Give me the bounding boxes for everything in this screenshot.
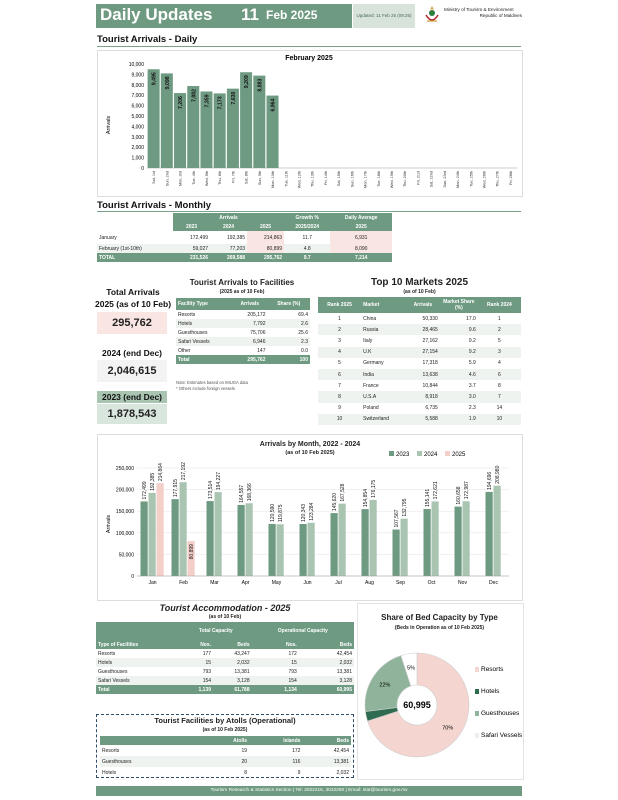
y-tick-label: 5,000 (131, 114, 144, 120)
table-row (318, 369, 521, 380)
market-cell-rank24: 4 (498, 360, 501, 367)
atolls-table: Atolls Islands Beds Resorts 19 172 42,454 Guesthouses 20 116 13,381 Hotels 8 9 2,032 (100, 736, 351, 778)
x-tick-label: Wed, 12th (297, 171, 302, 189)
market-cell-market: Italy (363, 337, 373, 344)
month-bar (149, 493, 156, 576)
pie-center-value: 60,995 (403, 700, 431, 710)
x-tick-label: Thu, 20th (403, 171, 408, 188)
daily-section-title: Tourist Arrivals - Daily (97, 34, 198, 45)
facilities-note-2: * Others include foreign vessels (176, 386, 235, 391)
daily-bar-label: 9,495 (151, 72, 158, 86)
market-cell-rank24: 1 (498, 315, 501, 322)
header-day: 11 (241, 5, 259, 24)
month-bar-label: 154,854 (363, 489, 369, 508)
x-tick-label: Jun (303, 580, 312, 586)
atolls-subtitle: (as of 10 Feb 2025) (202, 727, 248, 733)
x-tick-label: Sat, 1st (152, 171, 157, 184)
total-2025-value: 295,762 (97, 312, 167, 334)
table-row (318, 403, 521, 414)
market-cell-share: 9.6 (468, 326, 476, 333)
y-tick-label: 250,000 (115, 466, 134, 472)
x-tick-label: Oct (427, 580, 436, 586)
month-bar (494, 486, 501, 576)
market-cell-market: U.K (363, 349, 372, 356)
table-row: Resorts 205,172 69.4 (178, 311, 308, 318)
market-cell-market: China (363, 315, 377, 322)
daily-bar-label: 7,882 (191, 89, 198, 103)
market-cell-share: 1.9 (468, 416, 476, 423)
table-total-row: Total 295,762 100 (178, 356, 308, 363)
x-tick-label: Tue, 25th (469, 171, 474, 187)
facilities-table: Facility Type Arrivals Share (%) Resorts 205,172 69.4 Hotels 7,792 2.6 Guesthouses 75,706 25.6 Safari Vessels 6,946 2.3 Other 147 0.0 Total 295,762 100 (176, 298, 310, 364)
month-bar-label: 208,980 (495, 465, 501, 484)
table-row: Resorts 19 172 42,454 (102, 747, 349, 754)
month-bar-label: 155,141 (425, 488, 431, 507)
table-row (318, 358, 521, 369)
market-cell-arrivals: 5,588 (425, 416, 438, 423)
month-bar-label: 177,915 (173, 479, 179, 498)
table-row: Guesthouses 793 13,381 793 13,381 (98, 668, 352, 675)
table-row: Hotels 15 2,032 15 2,032 (98, 659, 352, 666)
x-tick-label: Fri, 14th (323, 171, 328, 185)
table-row (318, 380, 521, 391)
market-cell-rank24: 5 (498, 337, 501, 344)
legend-label: 2023 (396, 452, 410, 458)
market-cell-rank24: 6 (498, 371, 501, 378)
x-tick-label: Wed, 5th (204, 171, 209, 187)
x-tick-label: Sep (396, 580, 405, 586)
monthly-section-title: Tourist Arrivals - Monthly (97, 200, 212, 211)
x-tick-label: Tue, 18th (376, 171, 381, 187)
total-2023-label: 2023 (end Dec) (97, 391, 167, 403)
table-row (318, 347, 521, 358)
market-cell-market: France (363, 382, 379, 389)
daily-arrivals-chart (97, 50, 521, 195)
month-bar (308, 523, 315, 576)
x-tick-label: Mon, 17th (363, 171, 368, 188)
x-tick-label: Aug (365, 580, 374, 586)
x-tick-label: Jul (335, 580, 342, 586)
x-tick-label: Mar (210, 580, 219, 586)
x-tick-label: Mon, 3rd (178, 171, 183, 186)
pie-legend-label: Safari Vessels (481, 732, 522, 739)
market-cell-market: U.S.A (363, 393, 377, 400)
emblem-icon (423, 5, 441, 27)
bedshare-subtitle: (Beds in Operation as of 10 Feb 2025) (394, 625, 485, 631)
page-title: Daily Updates (100, 5, 213, 24)
month-bar (331, 513, 338, 576)
month-bar-label: 160,658 (456, 486, 462, 505)
table-row: Other 147 0.0 (178, 347, 308, 354)
month-bar (401, 519, 408, 576)
updated-stamp: Updated: 11 Feb 25 (09:25) (353, 4, 415, 28)
col-daily: Daily Average (344, 214, 378, 221)
month-bar (207, 501, 214, 576)
y-tick-label: 150,000 (115, 509, 134, 516)
table-row: Resorts 177 43,247 172 42,454 (98, 650, 352, 657)
x-tick-label: Mon, 24th (456, 171, 461, 188)
table-row: Safari Vessels 6,946 2.3 (178, 338, 308, 345)
daily-bar-label: 9,209 (244, 75, 251, 89)
market-cell-rank24: 10 (496, 416, 503, 423)
market-cell-market: Poland (363, 405, 379, 412)
x-tick-label: Wed, 26th (482, 171, 487, 189)
y-tick-label: 50,000 (118, 552, 134, 559)
x-tick-label: Sun, 9th (257, 171, 262, 186)
month-bar-label: 173,514 (208, 480, 214, 500)
month-bar-label: 214,864 (158, 463, 164, 482)
market-cell-rank: 5 (338, 360, 341, 367)
market-cell-rank: 3 (338, 337, 341, 344)
month-bar (393, 530, 400, 576)
market-cell-rank: 6 (338, 371, 341, 378)
y-tick-label: 6,000 (131, 103, 144, 110)
x-tick-label: Fri, 21st (416, 171, 421, 185)
month-bar-label: 80,899 (189, 544, 195, 560)
header-month-year: Feb 2025 (266, 8, 318, 22)
month-bar-label: 145,620 (332, 493, 338, 512)
pie-pct-label: 22% (379, 682, 391, 689)
y-tick-label: 7,000 (131, 93, 144, 100)
markets-table: Rank 2025 Market Arrivals Market Share (%) Rank 2024 1 China 50,330 17.0 1 2 Russia 28,465 9.6 2 3 Italy 27,162 9.2 5 4 U.K 27,154 9.2 3 5 Germany 17,318 5.9 4 6 India 13,638 4.6 6 7 France 10,844 3.7 8 8 U.S.A 8,918 3.0 7 9 Poland 6,735 2.3 14 10 Switzerland 5,588 1.9 10 (318, 297, 521, 425)
accommodation-table: Total Capacity Operational Capacity Type of Facilities Nos. Beds Nos. Beds Resorts 177 43,247 172 42,454 Hotels 15 2,032 15 2,032 Guesthouses 793 13,381 793 13,381 Safari Vessels 154 3,128 154 3,128 Total 1,139 61,788 1,134 60,995 (96, 622, 354, 694)
table-row: January 172,499 192,385 214,863 11.7 6,931 (97, 231, 392, 244)
month-bar (269, 524, 276, 576)
bymonth-title: Arrivals by Month, 2022 - 2024 (259, 441, 361, 448)
market-cell-share: 17.0 (466, 315, 476, 322)
markets-subtitle: (as of 10 Feb) (403, 289, 436, 295)
markets-title: Top 10 Markets 2025 (370, 277, 469, 288)
y-tick-label: 4,000 (131, 124, 144, 131)
month-bar-label: 172,621 (433, 481, 439, 500)
pie-pct-label: 5% (407, 665, 416, 672)
table-row (318, 414, 521, 425)
month-bar (172, 499, 179, 576)
legend-label: 2025 (452, 452, 466, 458)
x-tick-label: Thu, 6th (218, 171, 223, 185)
pie-legend-label: Hotels (481, 688, 500, 695)
x-tick-label: Sat, 15th (337, 171, 342, 187)
daily-bar-label: 9,098 (164, 76, 171, 90)
market-cell-market: Germany (363, 360, 384, 367)
x-tick-label: Dec (489, 580, 498, 586)
x-tick-label: Thu, 27th (495, 171, 500, 188)
x-tick-label: Sat, 22nd (429, 171, 434, 188)
table-row (318, 335, 521, 346)
accommodation-title: Tourist Accommodation - 2025 (159, 603, 291, 613)
x-tick-label: Feb (179, 580, 188, 586)
market-cell-arrivals: 17,318 (422, 360, 438, 367)
month-bar-label: 167,528 (340, 483, 346, 502)
y-tick-label: 0 (131, 574, 134, 580)
total-2023-value: 1,878,543 (97, 404, 167, 424)
month-bar (141, 501, 148, 576)
legend-swatch (389, 451, 394, 456)
y-tick-label: 0 (141, 166, 144, 172)
month-bar-label: 132,795 (402, 498, 408, 517)
month-bar-label: 168,366 (247, 483, 253, 502)
x-tick-label: Sat, 8th (244, 171, 249, 185)
legend-swatch (475, 711, 479, 716)
market-cell-arrivals: 27,162 (422, 337, 438, 344)
month-bar-label: 120,590 (270, 503, 276, 522)
pie-pct-label: 70% (442, 725, 454, 732)
total-arrivals-title: Total Arrivals (106, 287, 160, 297)
facilities-title: Tourist Arrivals to Facilities (189, 278, 295, 287)
col-arrivals: Arrivals (219, 214, 238, 221)
table-row (318, 324, 521, 335)
legend-swatch (417, 451, 422, 456)
y-tick-label: 100,000 (115, 530, 134, 537)
y-tick-label: 3,000 (131, 134, 144, 141)
y-tick-label: 8,000 (131, 82, 144, 89)
month-bar (432, 501, 439, 576)
x-tick-label: Wed, 19th (389, 171, 394, 189)
legend-swatch (475, 689, 479, 694)
x-tick-label: Tue, 4th (191, 171, 196, 185)
market-cell-rank: 9 (338, 405, 341, 412)
monthly-table: Arrivals Growth % Daily Average 2023 2024 2025 2025/2024 2025 January 172,499 192,385 214,863 11.7 6,931 February (1st-10th) 59,027 77,203 80,899 4.8 8,090 TOTAL 231,526 269,588 295,762 9.7 7,214 (97, 213, 392, 262)
market-cell-share: 3.0 (468, 393, 476, 400)
daily-chart-title: February 2025 (285, 55, 333, 62)
table-row: February (1st-10th) 59,027 77,203 80,899 4.8 8,090 (97, 244, 392, 253)
market-cell-arrivals: 27,154 (422, 349, 438, 356)
month-bar (180, 482, 187, 576)
daily-bar-label: 8,883 (257, 78, 264, 92)
month-bar (455, 507, 462, 576)
x-tick-label: Fri, 7th (231, 171, 236, 183)
y-tick-label: 2,000 (131, 145, 144, 152)
x-tick-label: Thu, 13th (310, 171, 315, 188)
market-cell-share: 9.2 (468, 349, 476, 356)
table-row (318, 313, 521, 324)
market-cell-rank: 7 (338, 382, 341, 389)
month-bar (486, 492, 493, 576)
market-cell-share: 9.2 (468, 337, 476, 344)
market-cell-rank24: 3 (498, 349, 501, 356)
x-tick-label: Sun, 2nd (165, 171, 170, 187)
table-total-row: TOTAL 231,526 269,588 295,762 9.7 7,214 (97, 253, 392, 262)
daily-bar-label: 7,173 (217, 96, 224, 110)
month-bar-label: 172,987 (464, 481, 470, 500)
market-cell-rank24: 14 (496, 405, 503, 412)
daily-rule (97, 46, 521, 47)
month-bar (424, 509, 431, 576)
month-bar-label: 107,567 (394, 509, 400, 528)
month-bar-label: 120,343 (301, 503, 307, 523)
x-tick-label: Nov (458, 580, 467, 586)
daily-bar-label: 7,206 (178, 96, 185, 110)
daily-bar-label: 7,359 (204, 94, 211, 108)
month-bar-label: 123,284 (309, 502, 315, 521)
table-row: Hotels 7,792 2.6 (178, 320, 308, 327)
pie-legend-label: Resorts (481, 666, 504, 673)
y-axis-label: Arrivals (106, 115, 112, 135)
x-tick-label: Apr (241, 580, 250, 586)
market-cell-rank24: 7 (498, 393, 501, 400)
bymonth-chart (97, 434, 521, 599)
y-tick-label: 9,000 (131, 72, 144, 79)
daily-bar-label: 6,964 (270, 98, 277, 112)
table-row: Safari Vessels 154 3,128 154 3,128 (98, 677, 352, 684)
market-cell-market: Russia (363, 326, 379, 333)
bedshare-title: Share of Bed Capacity by Type (381, 613, 498, 622)
month-bar-label: 194,696 (487, 471, 493, 490)
month-bar (238, 505, 245, 576)
bedshare-pie-chart (357, 635, 522, 775)
month-bar (277, 524, 284, 576)
month-bar (157, 483, 164, 576)
market-cell-arrivals: 8,918 (425, 393, 438, 400)
month-bar-label: 194,227 (216, 472, 222, 491)
y-tick-label: 1,000 (131, 155, 144, 162)
legend-swatch (445, 451, 450, 456)
market-cell-arrivals: 10,844 (422, 382, 438, 389)
month-bar-label: 119,875 (278, 504, 284, 523)
legend-swatch (475, 667, 479, 672)
x-tick-label: Sun, 23rd (442, 171, 447, 188)
x-tick-label: Mon, 10th (271, 171, 276, 188)
market-cell-arrivals: 28,465 (422, 326, 438, 333)
x-tick-label: Sun, 16th (350, 171, 355, 188)
y-tick-label: 10,000 (128, 62, 144, 68)
accommodation-subtitle: (as of 10 Feb) (208, 614, 242, 620)
ministry-name: Ministry of Tourism & Environment Republic of Maldives (444, 7, 522, 18)
month-bar (215, 492, 222, 576)
market-cell-rank: 10 (336, 416, 343, 423)
table-row: Guesthouses 20 116 13,381 (100, 756, 351, 767)
footer: Tourism Research & Statistics Section | Tel: 3022216, 3022250 | Email: stat@tourism.gov.mv (96, 786, 522, 796)
y-axis-label: Arrivals (106, 514, 112, 534)
month-bar (246, 503, 253, 576)
market-cell-arrivals: 13,638 (422, 371, 438, 378)
month-bar-label: 172,499 (142, 481, 148, 500)
market-cell-rank24: 8 (498, 382, 501, 389)
market-cell-market: Switzerland (363, 416, 389, 423)
legend-label: 2024 (424, 452, 438, 458)
month-bar (362, 509, 369, 576)
table-total-row: Total 1,139 61,788 1,134 60,995 (98, 686, 352, 693)
bymonth-subtitle: (as of 10 Feb 2025) (285, 450, 335, 456)
month-bar (339, 504, 346, 576)
month-bar-label: 192,385 (150, 472, 156, 491)
total-2024-value: 2,046,615 (97, 360, 167, 382)
x-tick-label: Tue, 11th (284, 171, 289, 187)
market-cell-rank24: 2 (498, 326, 501, 333)
legend-swatch (475, 733, 479, 738)
market-cell-share: 2.3 (468, 405, 476, 412)
daily-bar-label: 7,630 (230, 91, 237, 105)
market-cell-rank: 2 (338, 326, 341, 333)
market-cell-rank: 8 (338, 393, 341, 400)
x-tick-label: May (271, 580, 282, 586)
market-cell-rank: 1 (338, 315, 341, 322)
table-row: Guesthouses 75,706 25.6 (178, 329, 308, 336)
month-bar (300, 524, 307, 576)
market-cell-rank: 4 (338, 349, 341, 356)
table-row (318, 391, 521, 402)
market-cell-arrivals: 50,330 (422, 315, 438, 322)
market-cell-arrivals: 6,735 (425, 405, 438, 412)
total-2024-label: 2024 (end Dec) (102, 348, 162, 358)
market-cell-share: 3.7 (468, 382, 476, 389)
month-bar (370, 500, 377, 576)
x-tick-label: Jan (148, 580, 157, 586)
atolls-title: Tourist Facilities by Atolls (Operational) (154, 716, 296, 725)
month-bar-label: 217,192 (181, 462, 187, 481)
total-2025-label: 2025 (as of 10 Feb) (95, 299, 172, 309)
facilities-subtitle: (2025 as of 10 Feb) (219, 289, 265, 295)
col-growth: Growth % (295, 214, 319, 221)
month-bar (463, 501, 470, 576)
month-bar-label: 164,557 (239, 484, 245, 503)
market-cell-market: India (363, 371, 374, 378)
pie-legend-label: Guesthouses (481, 710, 520, 717)
y-tick-label: 200,000 (115, 487, 134, 494)
facilities-note-1: Note: Estimates based on IMUGA data (176, 380, 248, 385)
market-cell-share: 5.9 (468, 360, 476, 367)
x-tick-label: Fri, 28th (508, 171, 513, 185)
market-cell-share: 4.6 (468, 371, 476, 378)
month-bar-label: 176,175 (371, 479, 377, 498)
table-row: Hotels 8 9 2,032 (102, 769, 349, 776)
monthly-rule (97, 211, 521, 212)
